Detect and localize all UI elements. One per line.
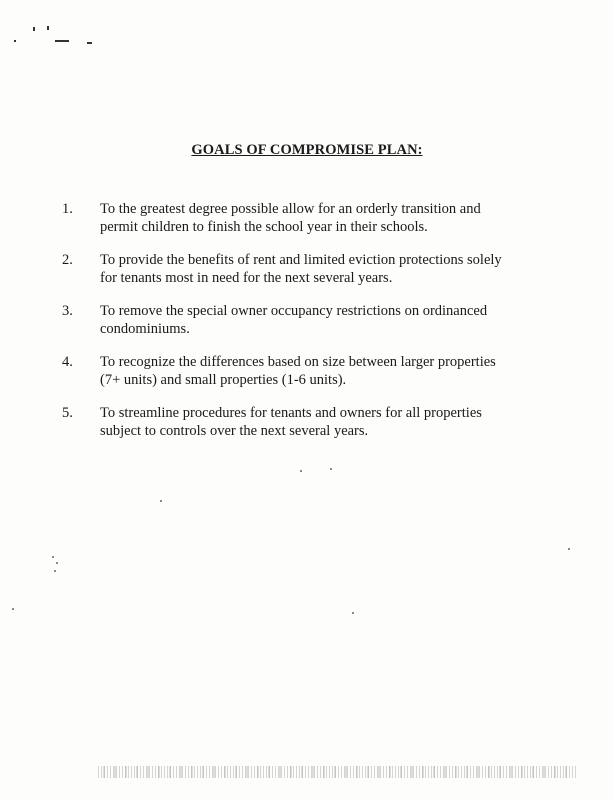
goal-item-5 xyxy=(62,404,532,440)
scan-mark xyxy=(14,40,16,42)
goal-text xyxy=(100,251,532,287)
goal-text-line: To the greatest degree possible allow for an orderly transition and xyxy=(100,201,481,217)
document-title: GOALS OF COMPROMISE PLAN: xyxy=(191,141,423,158)
scan-speck xyxy=(352,612,354,614)
goal-text xyxy=(100,353,532,389)
goal-text xyxy=(100,200,532,236)
goal-item-3 xyxy=(62,302,532,338)
goal-text-line: To recognize the differences based on size between larger properties xyxy=(100,354,496,370)
goal-item-1 xyxy=(62,200,532,236)
goal-text-line: To provide the benefits of rent and limited eviction protections solely xyxy=(100,252,502,268)
goal-number: 2. xyxy=(62,252,73,268)
scan-mark xyxy=(47,26,49,30)
goal-text-line: permit children to finish the school year in their schools. xyxy=(100,219,428,235)
goal-text-line: subject to controls over the next several years. xyxy=(100,423,369,439)
goal-number: 4. xyxy=(62,354,73,370)
goal-item-2 xyxy=(62,251,532,287)
scan-noise-strip xyxy=(98,766,576,778)
scan-speck xyxy=(160,500,162,502)
scan-mark xyxy=(87,42,92,44)
scan-mark xyxy=(55,40,69,42)
scan-mark xyxy=(33,27,35,31)
scan-speck xyxy=(300,470,302,472)
goal-text xyxy=(100,404,532,440)
goal-number: 3. xyxy=(62,303,73,319)
goal-text-line: To remove the special owner occupancy restrictions on ordinanced xyxy=(100,303,488,319)
scan-speck xyxy=(568,548,570,550)
scan-speck xyxy=(12,608,14,610)
scan-speck xyxy=(54,570,56,572)
goal-text-line: (7+ units) and small properties (1-6 units). xyxy=(100,372,347,388)
goals-list xyxy=(62,200,532,455)
goal-number: 5. xyxy=(62,405,73,421)
goal-text-line: condominiums. xyxy=(100,321,190,337)
goal-text-line: To streamline procedures for tenants and owners for all properties xyxy=(100,405,482,421)
goal-text xyxy=(100,302,532,338)
scan-speck xyxy=(52,556,54,558)
scan-speck xyxy=(330,468,332,470)
goal-number: 1. xyxy=(62,201,73,217)
scan-speck xyxy=(56,562,58,564)
goal-text-line: for tenants most in need for the next several years. xyxy=(100,270,393,286)
goal-item-4 xyxy=(62,353,532,389)
